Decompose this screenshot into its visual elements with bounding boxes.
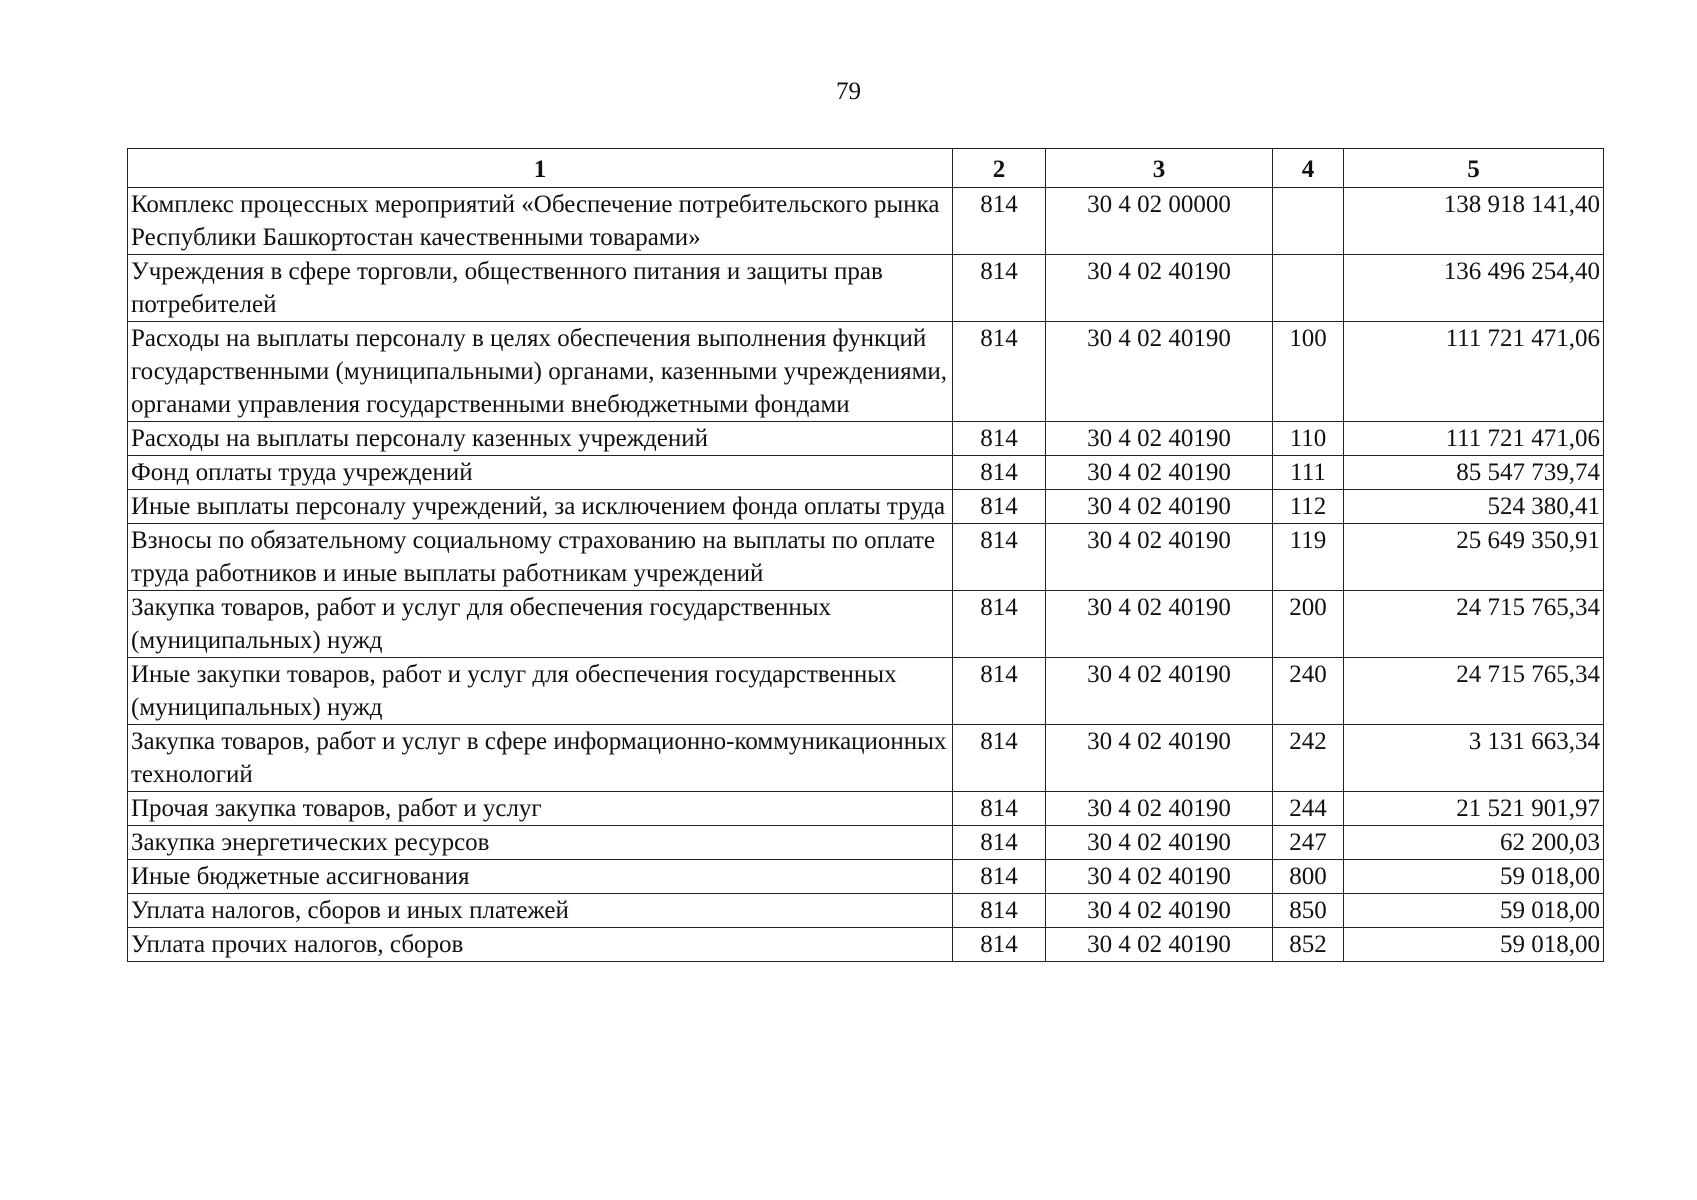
row-code-2: 814	[953, 792, 1046, 826]
row-amount: 111 721 471,06	[1344, 422, 1604, 456]
row-code-3: 30 4 02 40190	[1046, 422, 1273, 456]
row-code-4: 242	[1273, 725, 1344, 792]
row-code-3: 30 4 02 00000	[1046, 188, 1273, 255]
row-code-4: 110	[1273, 422, 1344, 456]
row-amount: 21 521 901,97	[1344, 792, 1604, 826]
row-code-2: 814	[953, 322, 1046, 422]
column-header-2: 2	[953, 149, 1046, 188]
column-header-1: 1	[128, 149, 953, 188]
table-row	[128, 188, 1604, 255]
row-name: Закупка товаров, работ и услуг для обеспечения государственных (муниципальных) нужд	[128, 591, 953, 658]
row-name: Взносы по обязательному социальному страхованию на выплаты по оплате труда работников и иные выплаты работникам учреждений	[128, 524, 953, 591]
row-code-3: 30 4 02 40190	[1046, 725, 1273, 792]
row-name: Уплата налогов, сборов и иных платежей	[128, 894, 953, 928]
row-code-4: 852	[1273, 928, 1344, 962]
row-code-3: 30 4 02 40190	[1046, 928, 1273, 962]
row-code-4: 850	[1273, 894, 1344, 928]
row-code-3: 30 4 02 40190	[1046, 826, 1273, 860]
table-row	[128, 524, 1604, 591]
row-amount: 524 380,41	[1344, 490, 1604, 524]
row-code-4	[1273, 188, 1344, 255]
row-amount: 3 131 663,34	[1344, 725, 1604, 792]
column-header-4: 4	[1273, 149, 1344, 188]
row-code-4: 247	[1273, 826, 1344, 860]
row-code-2: 814	[953, 928, 1046, 962]
row-amount: 59 018,00	[1344, 894, 1604, 928]
row-code-3: 30 4 02 40190	[1046, 894, 1273, 928]
row-name: Уплата прочих налогов, сборов	[128, 928, 953, 962]
row-code-4: 244	[1273, 792, 1344, 826]
row-name: Иные выплаты персоналу учреждений, за исключением фонда оплаты труда	[128, 490, 953, 524]
table-row	[128, 490, 1604, 524]
table-row	[128, 725, 1604, 792]
row-code-3: 30 4 02 40190	[1046, 591, 1273, 658]
column-header-5: 5	[1344, 149, 1604, 188]
row-code-3: 30 4 02 40190	[1046, 490, 1273, 524]
column-header-3: 3	[1046, 149, 1273, 188]
row-code-3: 30 4 02 40190	[1046, 456, 1273, 490]
row-code-3: 30 4 02 40190	[1046, 255, 1273, 322]
row-code-2: 814	[953, 725, 1046, 792]
table-row	[128, 591, 1604, 658]
table-row	[128, 826, 1604, 860]
row-code-3: 30 4 02 40190	[1046, 792, 1273, 826]
table-row	[128, 860, 1604, 894]
row-amount: 59 018,00	[1344, 928, 1604, 962]
row-amount: 62 200,03	[1344, 826, 1604, 860]
row-amount: 85 547 739,74	[1344, 456, 1604, 490]
header-row	[128, 149, 1604, 188]
table-row	[128, 894, 1604, 928]
row-code-2: 814	[953, 490, 1046, 524]
row-code-3: 30 4 02 40190	[1046, 860, 1273, 894]
table-row	[128, 422, 1604, 456]
row-code-2: 814	[953, 255, 1046, 322]
row-name: Закупка товаров, работ и услуг в сфере информационно-коммуникационных технологий	[128, 725, 953, 792]
row-amount: 24 715 765,34	[1344, 591, 1604, 658]
row-name: Фонд оплаты труда учреждений	[128, 456, 953, 490]
table-row	[128, 322, 1604, 422]
row-code-2: 814	[953, 658, 1046, 725]
row-code-3: 30 4 02 40190	[1046, 322, 1273, 422]
row-code-4: 119	[1273, 524, 1344, 591]
table-row	[128, 255, 1604, 322]
row-code-3: 30 4 02 40190	[1046, 658, 1273, 725]
row-code-2: 814	[953, 591, 1046, 658]
row-name: Комплекс процессных мероприятий «Обеспечение потребительского рынка Республики Башкортостан качественными товарами»	[128, 188, 953, 255]
page-number: 79	[836, 78, 861, 105]
row-code-2: 814	[953, 826, 1046, 860]
row-amount: 138 918 141,40	[1344, 188, 1604, 255]
row-code-2: 814	[953, 422, 1046, 456]
row-code-4: 111	[1273, 456, 1344, 490]
row-code-4: 240	[1273, 658, 1344, 725]
row-name: Расходы на выплаты персоналу казенных учреждений	[128, 422, 953, 456]
row-code-4: 800	[1273, 860, 1344, 894]
row-code-4: 112	[1273, 490, 1344, 524]
row-code-4: 200	[1273, 591, 1344, 658]
row-name: Закупка энергетических ресурсов	[128, 826, 953, 860]
budget-table	[127, 148, 1604, 962]
row-amount: 59 018,00	[1344, 860, 1604, 894]
row-name: Иные бюджетные ассигнования	[128, 860, 953, 894]
row-code-2: 814	[953, 894, 1046, 928]
row-name: Иные закупки товаров, работ и услуг для обеспечения государственных (муниципальных) нужд	[128, 658, 953, 725]
row-name: Прочая закупка товаров, работ и услуг	[128, 792, 953, 826]
row-amount: 25 649 350,91	[1344, 524, 1604, 591]
table-row	[128, 456, 1604, 490]
row-code-2: 814	[953, 524, 1046, 591]
row-code-2: 814	[953, 456, 1046, 490]
row-code-2: 814	[953, 188, 1046, 255]
row-name: Расходы на выплаты персоналу в целях обеспечения выполнения функций государственными (муниципальными) органами, казенными учреждениями, органами управления государственными внебюджетными фондами	[128, 322, 953, 422]
row-code-2: 814	[953, 860, 1046, 894]
row-name: Учреждения в сфере торговли, общественного питания и защиты прав потребителей	[128, 255, 953, 322]
row-code-3: 30 4 02 40190	[1046, 524, 1273, 591]
table-row	[128, 928, 1604, 962]
table-row	[128, 658, 1604, 725]
row-code-4: 100	[1273, 322, 1344, 422]
table-row	[128, 792, 1604, 826]
row-amount: 111 721 471,06	[1344, 322, 1604, 422]
row-amount: 24 715 765,34	[1344, 658, 1604, 725]
row-amount: 136 496 254,40	[1344, 255, 1604, 322]
row-code-4	[1273, 255, 1344, 322]
table-body	[128, 188, 1604, 962]
